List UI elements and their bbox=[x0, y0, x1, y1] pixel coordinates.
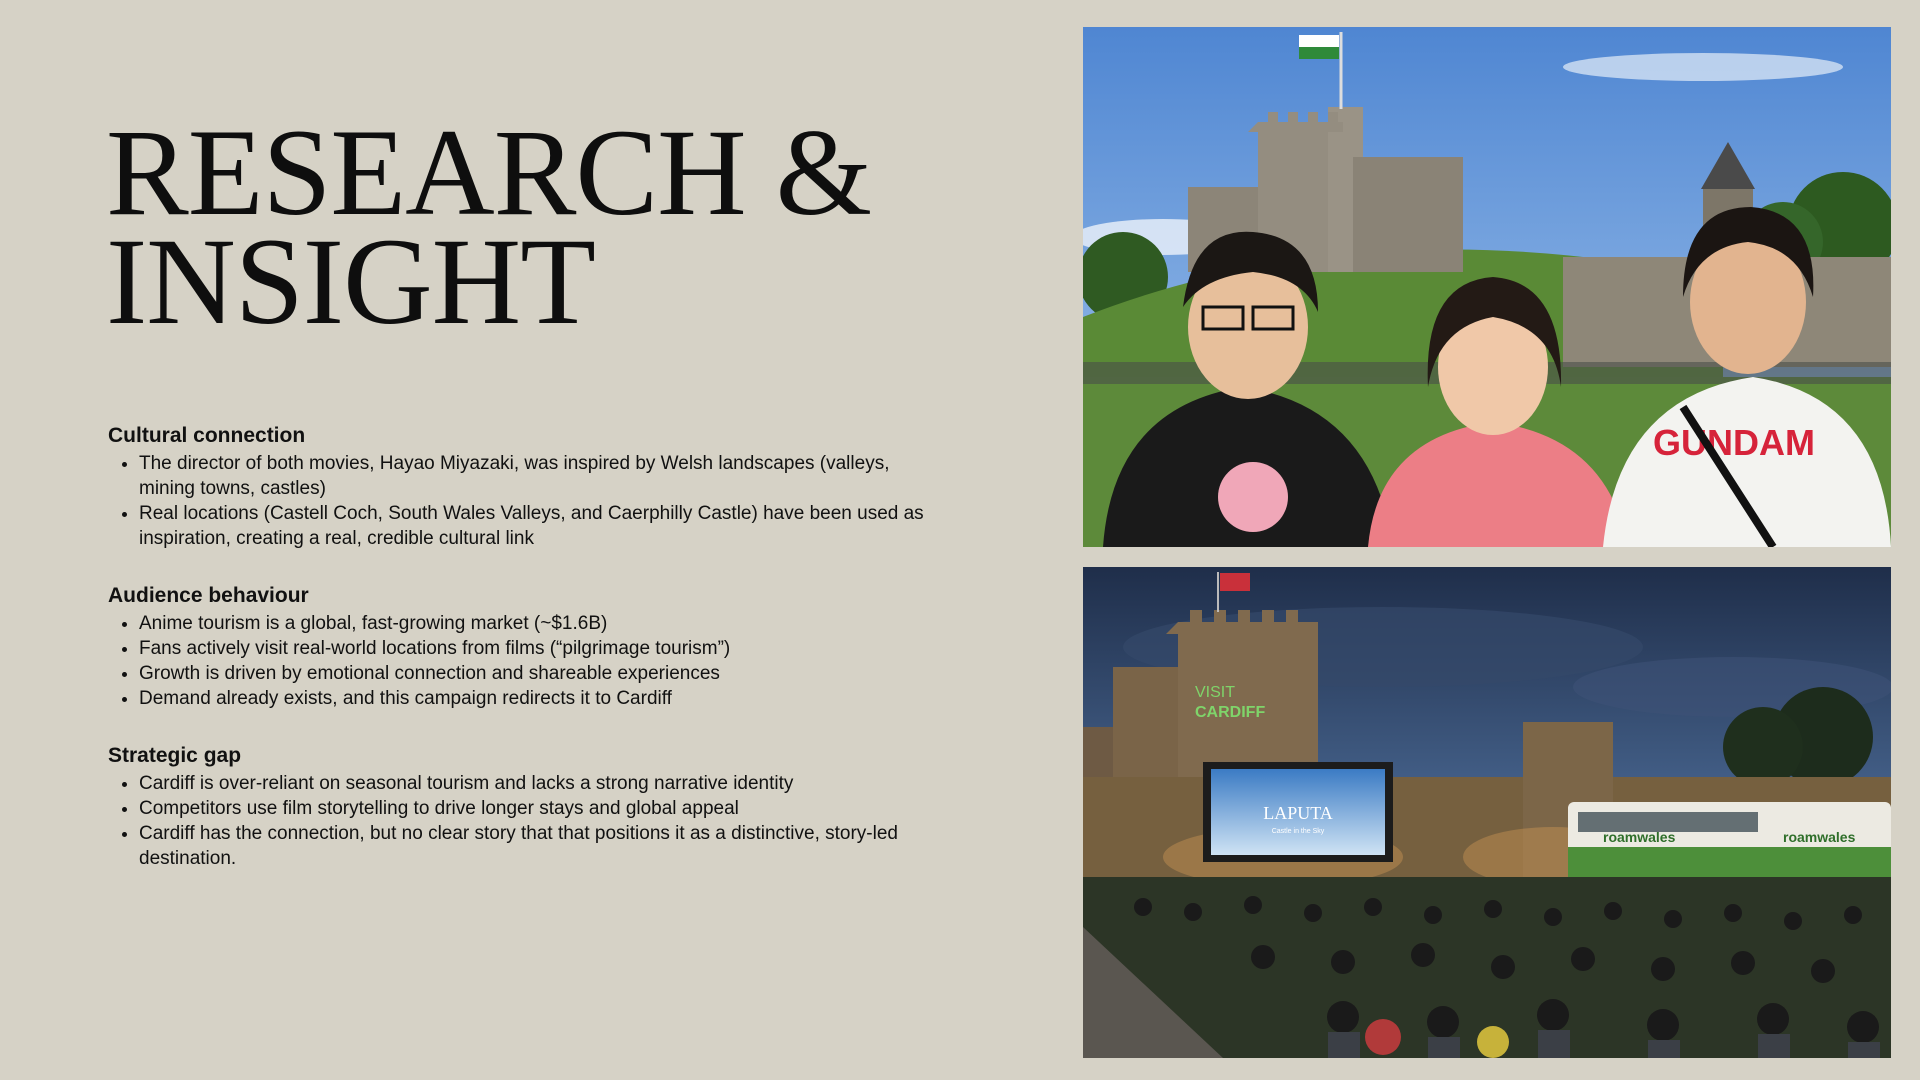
bullet-item: • Cardiff is over-reliant on seasonal tourism and lacks a strong narrative identity bbox=[139, 771, 938, 796]
bus-livery-text-2: roamwales bbox=[1783, 829, 1856, 845]
bullet-item: • Demand already exists, and this campaign redirects it to Cardiff bbox=[139, 686, 938, 711]
photo-castle-screening bbox=[1083, 567, 1891, 1058]
section-cultural-connection bbox=[108, 423, 938, 551]
castle-sign-line-2: CARDIFF bbox=[1195, 704, 1266, 721]
bullet-item: • Cardiff has the connection, but no clear story that that positions it as a distinctive, story-led destination. bbox=[139, 821, 938, 871]
bullet-list bbox=[108, 611, 938, 711]
title-line-1: RESEARCH & bbox=[106, 104, 872, 241]
screen-subtitle-text: Castle in the Sky bbox=[1271, 828, 1325, 835]
bullet-list bbox=[108, 771, 938, 871]
section-strategic-gap bbox=[108, 743, 938, 871]
photo-fans-at-castle bbox=[1083, 27, 1891, 547]
section-heading: Cultural connection bbox=[108, 424, 306, 447]
section-audience-behaviour bbox=[108, 583, 938, 711]
bullet-list bbox=[108, 451, 938, 551]
bullet-item: • Fans actively visit real-world locations from films (“pilgrimage tourism”) bbox=[139, 636, 938, 661]
shirt-print-text: GUNDAM bbox=[1653, 422, 1815, 463]
insight-sections bbox=[108, 423, 938, 903]
bus-livery-text: roamwales bbox=[1603, 829, 1676, 845]
section-heading: Audience behaviour bbox=[108, 584, 309, 607]
bullet-item: • Anime tourism is a global, fast-growing market (~$1.6B) bbox=[139, 611, 938, 636]
title-line-2: INSIGHT bbox=[106, 213, 595, 350]
bullet-item: • Growth is driven by emotional connection and shareable experiences bbox=[139, 661, 938, 686]
screen-title-text: LAPUTA bbox=[1263, 803, 1333, 823]
castle-sign-line-1: VISIT bbox=[1195, 684, 1236, 701]
bullet-item: • The director of both movies, Hayao Miyazaki, was inspired by Welsh landscapes (valleys, mining towns, castles) bbox=[139, 451, 938, 501]
fans-castle-illustration bbox=[1083, 27, 1891, 547]
bullet-item: • Competitors use film storytelling to drive longer stays and global appeal bbox=[139, 796, 938, 821]
section-heading: Strategic gap bbox=[108, 744, 242, 767]
castle-screening-illustration bbox=[1083, 567, 1891, 1058]
page-title bbox=[106, 104, 872, 350]
bullet-item: • Real locations (Castell Coch, South Wales Valleys, and Caerphilly Castle) have been used as inspiration, creating a real, credible cultural link bbox=[139, 501, 938, 551]
